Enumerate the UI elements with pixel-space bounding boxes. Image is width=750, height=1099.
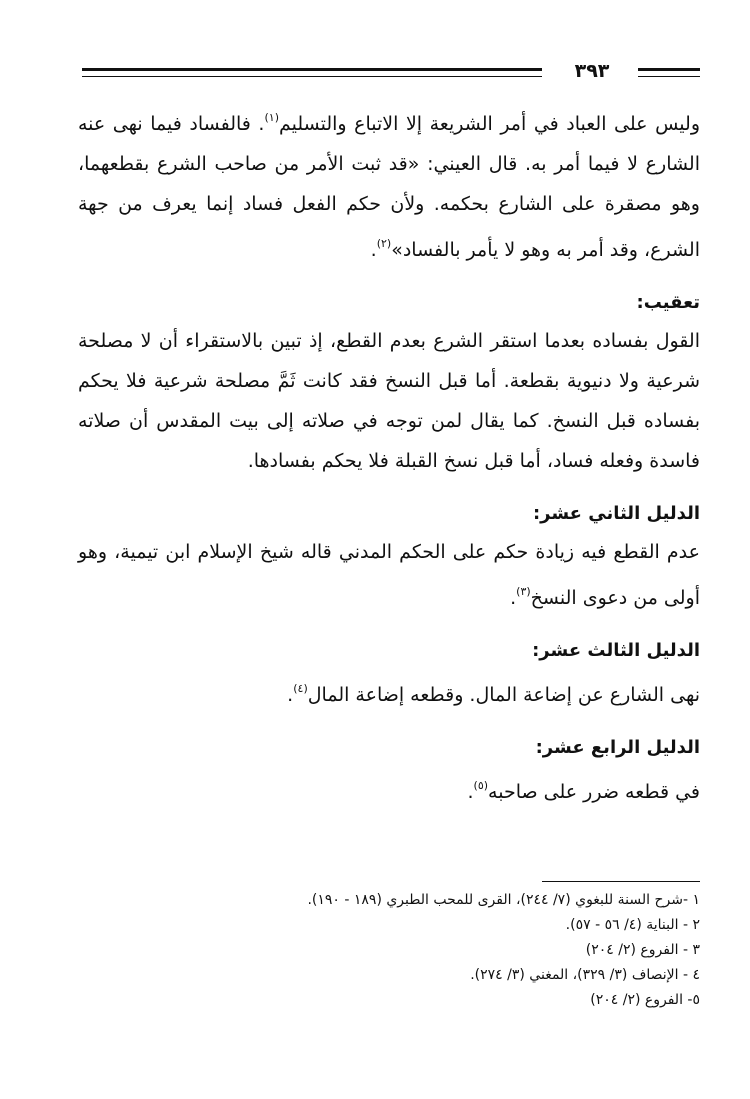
intro-text-2: . فالفساد فيما نهى عنه الشارع لا فيما أمر به. قال العيني: «قد ثبت الأمر من صاحب الشرع بقطعهما، وهو مصقرة على الشارع بحكمه. ولأن حكم الفعل فساد إنما يعرف من جهة الشرع، وقد أمر به وهو لا يأمر بالفساد» bbox=[78, 113, 700, 261]
footnote-marker-5: (٥) bbox=[473, 779, 489, 792]
header-rule-right bbox=[638, 68, 700, 77]
footnote-4: ٤ - الإنصاف (٣/ ٣٢٩)، المغني (٣/ ٢٧٤). bbox=[470, 967, 700, 983]
evidence-12-paragraph bbox=[78, 532, 700, 618]
footnote-marker-2: (٢) bbox=[376, 237, 392, 250]
intro-paragraph bbox=[78, 98, 700, 270]
footnote-marker-1: (١) bbox=[264, 111, 279, 124]
page-number: ٣٩٣ bbox=[574, 60, 610, 82]
comment-paragraph: القول بفساده بعدما استقر الشرع بعدم القطع، إذ تبين بالاستقراء أن لا مصلحة شرعية ولا دنيوية بقطعة. أما قبل النسخ فقد كانت ثَمَّ مصلحة شرعية فلا يحكم بفساده قبل النسخ. كما يقال لمن توجه في صلاته إلى بيت المقدس أن صلاته فاسدة وفعله فساد، أما قبل نسخ القبلة فلا يحكم بفسادها. bbox=[78, 330, 700, 472]
page-body bbox=[78, 98, 700, 812]
evidence-13-heading: الدليل الثالث عشر: bbox=[532, 640, 700, 661]
footnote-marker-3: (٣) bbox=[516, 585, 531, 598]
intro-text-1: وليس على العباد في أمر الشريعة إلا الاتباع والتسليم bbox=[278, 113, 700, 135]
evidence-14-text: في قطعه ضرر على صاحبه bbox=[488, 781, 700, 803]
footnote-1: ١ -شرح السنة للبغوي (٧/ ٢٤٤)، القرى للمحب الطبري (١٨٩ - ١٩٠). bbox=[307, 892, 700, 908]
footnote-2: ٢ - البناية (٤/ ٥٦ - ٥٧). bbox=[565, 917, 700, 933]
evidence-14-paragraph bbox=[78, 766, 700, 812]
intro-text-3: . bbox=[370, 239, 377, 261]
footnote-separator bbox=[542, 881, 700, 882]
evidence-12-heading: الدليل الثاني عشر: bbox=[532, 503, 700, 524]
evidence-13-text: نهى الشارع عن إضاعة المال. وقطعه إضاعة المال bbox=[307, 684, 700, 706]
footnotes bbox=[80, 888, 700, 1013]
evidence-13-tail: . bbox=[287, 684, 294, 706]
evidence-14-tail: . bbox=[467, 781, 474, 803]
evidence-12-text: عدم القطع فيه زيادة حكم على الحكم المدني قاله شيخ الإسلام ابن تيمية، وهو أولى من دعوى النسخ bbox=[78, 541, 700, 609]
comment-heading: تعقيب: bbox=[636, 292, 700, 313]
evidence-13-paragraph bbox=[78, 669, 700, 715]
footnote-3: ٣ - الفروع (٢/ ٢٠٤) bbox=[585, 942, 700, 958]
footnote-marker-4: (٤) bbox=[293, 682, 308, 695]
evidence-14-heading: الدليل الرابع عشر: bbox=[535, 737, 700, 758]
header-rule-left bbox=[82, 68, 542, 77]
footnote-5: ٥- الفروع (٢/ ٢٠٤) bbox=[590, 992, 700, 1008]
evidence-12-tail: . bbox=[510, 587, 517, 609]
page-header bbox=[82, 60, 700, 86]
